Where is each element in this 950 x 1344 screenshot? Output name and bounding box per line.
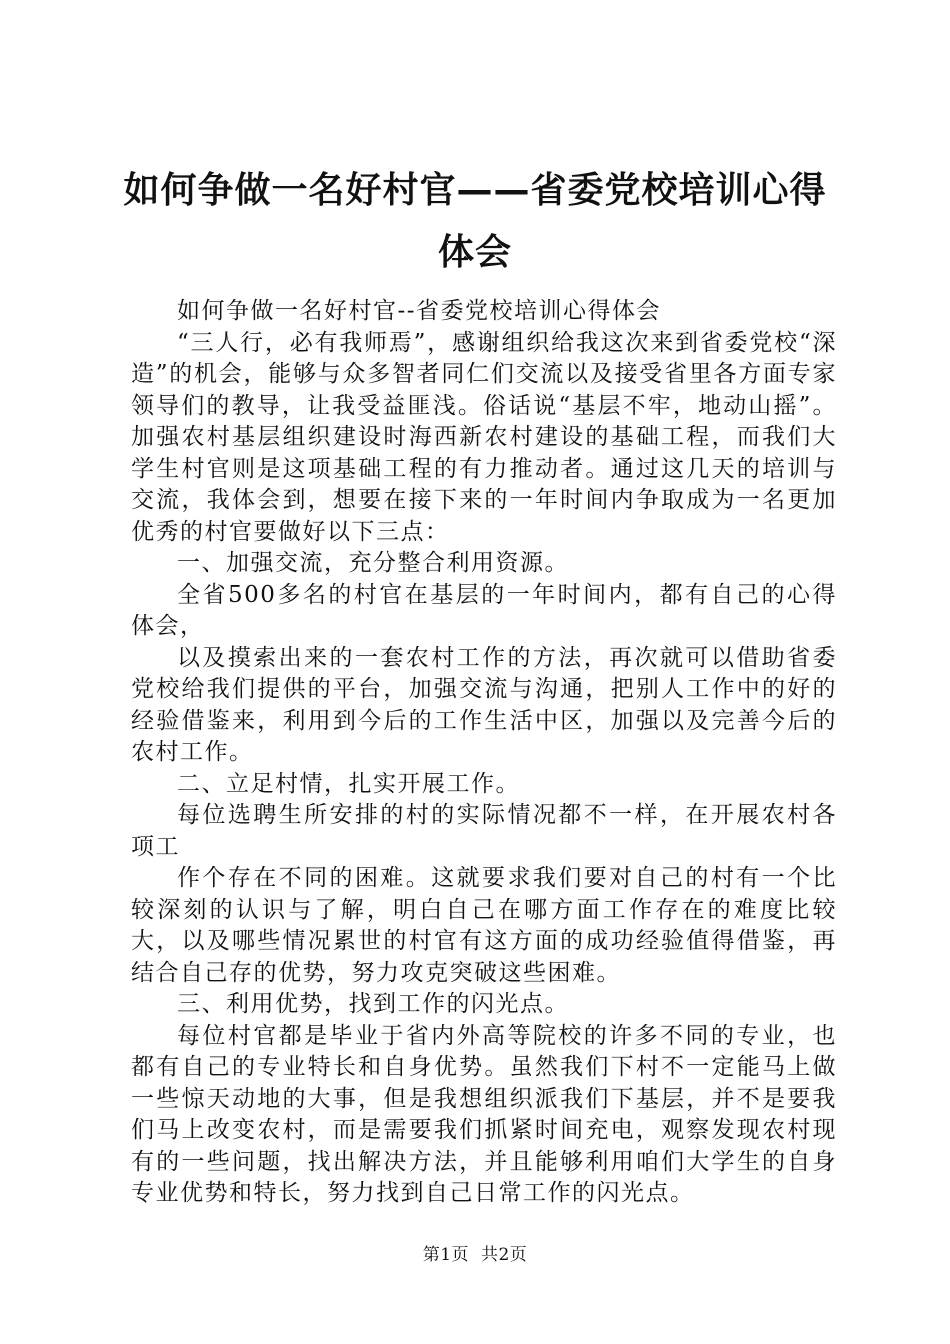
paragraph: 每位村官都是毕业于省内外高等院校的许多不同的专业，也都有自己的专业特长和自身优势。虽然我们下村不一定能马上做一些惊天动地的大事，但是我想组织派我们下基层，并不是要我们马上改变农村，而是需要我们抓紧时间充电，观察发现农村现有的一些问题，找出解决方法，并且能够利用咱们大学生的自身专业优势和特长，努力找到自己日常工作的闪光点。: [131, 1022, 837, 1206]
document-body: [131, 296, 837, 1210]
page-footer: [0, 1240, 950, 1265]
paragraph-intro: “三人行，必有我师焉”，感谢组织给我这次来到省委党校“深造”的机会，能够与众多智者同仁们交流以及接受省里各方面专家领导们的教导，让我受益匪浅。俗话说“基层不牢，地动山摇”。加强农村基层组织建设时海西新农村建设的基础工程，而我们大学生村官则是这项基础工程的有力推动者。通过这几天的培训与交流，我体会到，想要在接下来的一年时间内争取成为一名更加优秀的村官要做好以下三点：: [131, 329, 837, 545]
paragraph: 作个存在不同的困难。这就要求我们要对自己的村有一个比较深刻的认识与了解，明白自己在哪方面工作存在的难度比较大，以及哪些情况累世的村官有这方面的成功经验值得借鉴，再结合自己存的优势，努力攻克突破这些困难。: [131, 865, 837, 986]
page-number: 第1页: [422, 1245, 470, 1265]
document-title: 如何争做一名好村官——省委党校培训心得体会: [123, 170, 827, 273]
paragraph-subtitle: 如何争做一名好村官--省委党校培训心得体会: [177, 298, 662, 324]
paragraph: 全省500多名的村官在基层的一年时间内，都有自己的心得体会，: [131, 581, 837, 639]
section-heading-1: 一、加强交流，充分整合利用资源。: [177, 550, 569, 576]
section-heading-3: 三、利用优势，找到工作的闪光点。: [177, 991, 569, 1017]
page-total: 共2页: [480, 1245, 528, 1265]
paragraph: 以及摸索出来的一套农村工作的方法，再次就可以借助省委党校给我们提供的平台，加强交流与沟通，把别人工作中的好的经验借鉴来，利用到今后的工作生活中区，加强以及完善今后的农村工作。: [131, 644, 837, 765]
section-heading-2: 二、立足村情，扎实开展工作。: [177, 770, 520, 797]
paragraph: 每位选聘生所安排的村的实际情况都不一样，在开展农村各项工: [131, 802, 837, 860]
